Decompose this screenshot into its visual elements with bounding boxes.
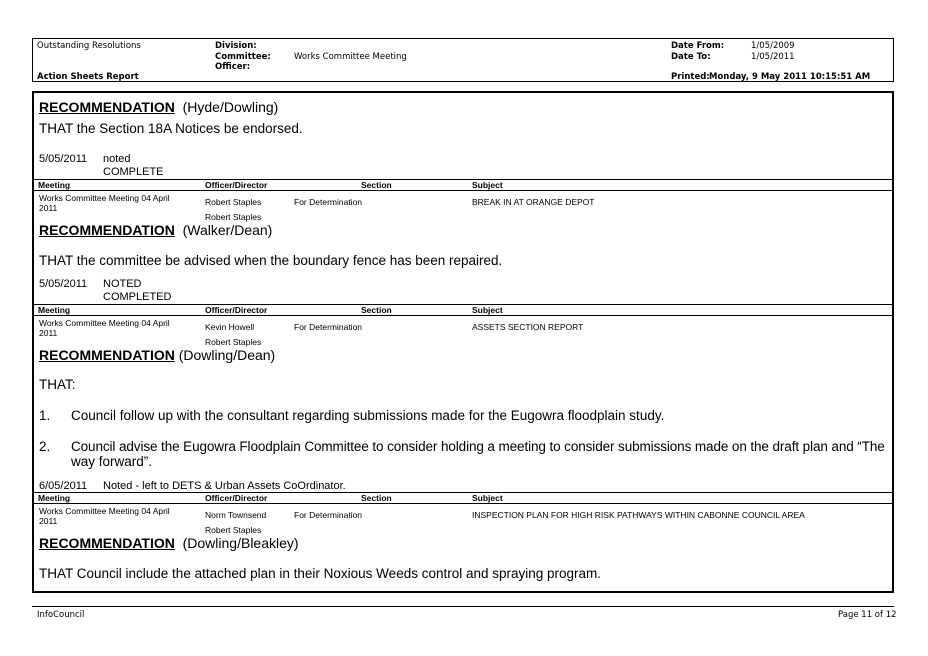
- footer-app-name: InfoCouncil: [37, 610, 85, 620]
- col-officer: Officer/Director: [205, 305, 268, 315]
- footer-divider: [32, 606, 894, 607]
- recommendation-movers: (Dowling/Bleakley): [182, 535, 299, 551]
- col-subject: Subject: [472, 180, 503, 190]
- meeting-name: Works Committee Meeting 04 April: [39, 318, 170, 328]
- col-section: Section: [361, 180, 392, 190]
- meeting-name: Works Committee Meeting 04 April: [39, 506, 170, 516]
- table-header: [34, 304, 892, 316]
- director-name: Robert Staples: [205, 337, 262, 347]
- printed-value: Monday, 9 May 2011 10:15:51 AM: [709, 72, 871, 82]
- action-status: COMPLETED: [103, 291, 172, 303]
- subject-value: ASSETS SECTION REPORT: [472, 322, 584, 332]
- meeting-year: 2011: [39, 328, 58, 338]
- action-status: COMPLETE: [103, 166, 164, 178]
- recommendation-label: RECOMMENDATION: [39, 347, 175, 363]
- recommendation-label: RECOMMENDATION: [39, 99, 175, 115]
- meeting-name: Works Committee Meeting 04 April: [39, 193, 170, 203]
- col-officer: Officer/Director: [205, 180, 268, 190]
- action-note: Noted - left to DETS & Urban Assets CoOrdinator.: [103, 480, 346, 492]
- page-number: Page 11 of 12: [838, 610, 897, 620]
- resolution-text: THAT the committee be advised when the boundary fence has been repaired.: [39, 253, 503, 268]
- director-name: Robert Staples: [205, 525, 262, 535]
- committee-label: Committee:: [215, 52, 271, 62]
- col-meeting: Meeting: [38, 180, 71, 190]
- item-text: Council follow up with the consultant regarding submissions made for the Eugowra floodplain study.: [71, 408, 665, 423]
- date-to-label: Date To:: [671, 52, 711, 62]
- recommendation-heading: [39, 99, 278, 115]
- recommendation-label: RECOMMENDATION: [39, 535, 175, 551]
- col-subject: Subject: [472, 493, 503, 503]
- table-header: [34, 492, 892, 504]
- section-value: For Determination: [294, 322, 363, 332]
- col-meeting: Meeting: [38, 305, 71, 315]
- section-value: For Determination: [294, 197, 363, 207]
- subject-value: BREAK IN AT ORANGE DEPOT: [472, 197, 595, 207]
- action-note: NOTED: [103, 278, 142, 290]
- col-section: Section: [361, 493, 392, 503]
- recommendation-heading: [39, 222, 272, 238]
- director-name: Robert Staples: [205, 212, 262, 222]
- section-value: For Determination: [294, 510, 363, 520]
- table-header: [34, 179, 892, 191]
- item-text: Council advise the Eugowra Floodplain Committee to consider holding a meeting to consider submissions made on the draft plan and “The: [71, 439, 885, 454]
- col-meeting: Meeting: [38, 493, 71, 503]
- officer-name: Robert Staples: [205, 197, 262, 207]
- officer-name: Kevin Howell: [205, 322, 255, 332]
- division-label: Division:: [215, 41, 257, 51]
- officer-label: Officer:: [215, 62, 251, 72]
- action-date: 5/05/2011: [39, 278, 88, 290]
- col-subject: Subject: [472, 305, 503, 315]
- recommendation-heading: [39, 535, 299, 551]
- col-section: Section: [361, 305, 392, 315]
- meeting-year: 2011: [39, 203, 58, 213]
- resolution-text: THAT Council include the attached plan in their Noxious Weeds control and spraying program.: [39, 566, 602, 581]
- recommendation-movers: (Hyde/Dowling): [182, 99, 279, 115]
- action-date: 6/05/2011: [39, 480, 88, 492]
- recommendation-movers: (Walker/Dean): [182, 222, 273, 238]
- item-number: 2.: [39, 439, 51, 454]
- committee-value: Works Committee Meeting: [294, 52, 407, 62]
- col-officer: Officer/Director: [205, 493, 268, 503]
- subject-value: INSPECTION PLAN FOR HIGH RISK PATHWAYS WITHIN CABONNE COUNCIL AREA: [472, 510, 805, 520]
- date-to-value: 1/05/2011: [751, 52, 795, 62]
- meeting-year: 2011: [39, 516, 58, 526]
- date-from-label: Date From:: [671, 41, 725, 51]
- report-title: Action Sheets Report: [37, 72, 139, 82]
- resolution-intro: THAT:: [39, 377, 76, 392]
- officer-name: Norm Townsend: [205, 510, 267, 520]
- action-note: noted: [103, 153, 131, 165]
- action-date: 5/05/2011: [39, 153, 88, 165]
- recommendation-label: RECOMMENDATION: [39, 222, 175, 238]
- item-text-continued: way forward”.: [71, 454, 153, 469]
- recommendation-heading: [39, 347, 275, 363]
- printed-label: Printed:: [671, 72, 710, 82]
- resolution-text: THAT the Section 18A Notices be endorsed.: [39, 121, 303, 136]
- org-name: Outstanding Resolutions: [37, 41, 141, 51]
- recommendation-movers: (Dowling/Dean): [178, 347, 276, 363]
- item-number: 1.: [39, 408, 51, 423]
- date-from-value: 1/05/2009: [751, 41, 795, 51]
